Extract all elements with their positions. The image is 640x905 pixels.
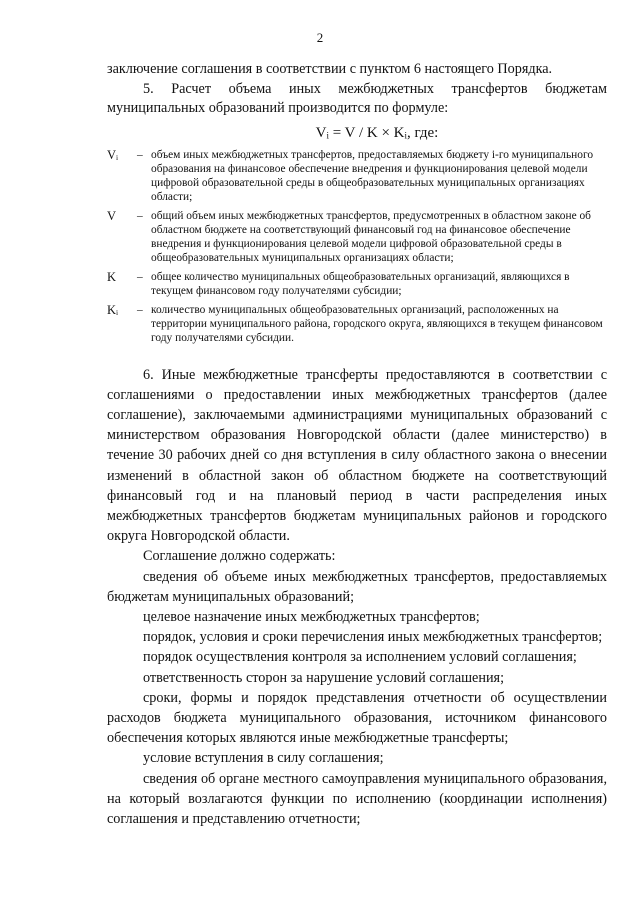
definition-dash: –: [137, 270, 143, 283]
definition-symbol: V: [107, 208, 117, 223]
agreement-item: сведения об объеме иных межбюджетных трансфертов, предоставляемых бюджетам муниципальных образований;: [107, 568, 607, 605]
paragraph-6: 6. Иные межбюджетные трансферты предоставляются в соответствии с соглашениями о предоставлении иных межбюджетных трансфертов (далее соглашение), заключаемыми администрациями муниципальных образований с министерством образования Новгородской области (далее министерство) в течение 30 рабочих дней со дня вступления в силу областного закона о внесении изменений в областной закон об областном бюджете на соответствующий финансовый год и на плановый период в части распределения иных межбюджетных трансфертов бюджетам муниципальных районов и городского округа Новгородской области.: [107, 366, 607, 545]
definition-item: [107, 209, 607, 265]
definition-symbol: Vᵢ: [107, 147, 119, 162]
paragraph-5: 5. Расчет объема иных межбюджетных трансфертов бюджетам муниципальных образований производится по формуле:: [107, 80, 607, 116]
agreement-must-contain: Соглашение должно содержать:: [143, 548, 336, 565]
definition-text: количество муниципальных общеобразовательных организаций, расположенных на территории муниципального района, городского округа, являющихся в текущем финансовом году получателями субсидии.: [151, 303, 603, 344]
definition-item: [107, 148, 607, 204]
document-body: [107, 60, 607, 829]
definition-text: общий объем иных межбюджетных трансфертов, предусмотренных в областном законе об областном бюджете на соответствующий финансовый год на финансовое обеспечение внедрения и функционирования целевой модели цифровой образовательной среды в общеобразовательных муниципальных организациях области;: [151, 209, 591, 264]
definition-dash: –: [137, 303, 143, 316]
definition-symbol: Kᵢ: [107, 302, 119, 317]
agreement-item: порядок осуществления контроля за исполнением условий соглашения;: [143, 649, 577, 666]
definition-dash: –: [137, 209, 143, 222]
agreement-item: сведения об органе местного самоуправления муниципального образования, на который возлагаются функции по исполнению (координации исполнения) соглашения и представлению отчетности;: [107, 770, 607, 827]
agreement-item: условие вступления в силу соглашения;: [143, 750, 384, 767]
page-number: 2: [316, 30, 324, 45]
intro-line: заключение соглашения в соответствии с пунктом 6 настоящего Порядка.: [107, 61, 553, 77]
agreement-item: порядок, условия и сроки перечисления иных межбюджетных трансфертов;: [143, 629, 603, 646]
definition-text: объем иных межбюджетных трансфертов, предоставляемых бюджету i-го муниципального образования на финансовое обеспечение внедрения и функционирования целевой модели цифровой образовательной среды в общеобразовательных муниципальных организациях области;: [151, 148, 594, 203]
agreement-item: сроки, формы и порядок представления отчетности об осуществлении расходов бюджета муниципального образования, источником финансового обеспечения которых являются иные межбюджетные трансферты;: [107, 689, 607, 747]
agreement-item: ответственность сторон за нарушение условий соглашения;: [143, 669, 505, 686]
agreement-item: целевое назначение иных межбюджетных трансфертов;: [143, 608, 480, 625]
definitions-list: [107, 148, 607, 345]
definition-text: общее количество муниципальных общеобразовательных организаций, являющихся в текущем финансовом году получателями субсидии;: [151, 270, 570, 297]
definition-symbol: K: [107, 269, 117, 284]
definition-dash: –: [137, 148, 143, 161]
definition-item: [107, 303, 607, 345]
section-6: [107, 365, 607, 830]
definition-item: [107, 270, 607, 298]
formula: Vᵢ = V / K × Kᵢ, где:: [315, 124, 439, 141]
